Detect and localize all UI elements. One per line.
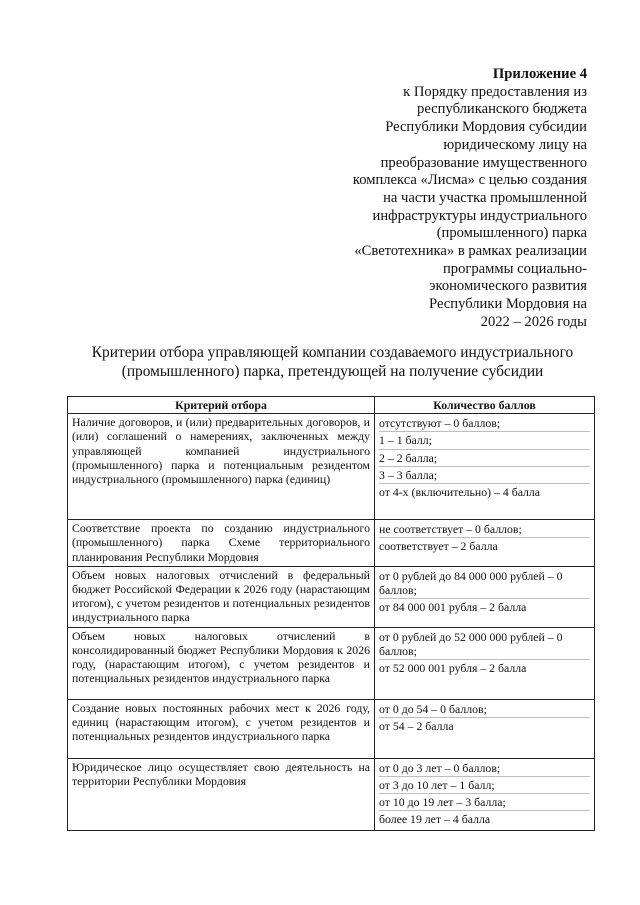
appendix-line: Республики Мордовия на: [429, 296, 587, 313]
score-line: от 10 до 19 лет – 3 балла;: [379, 794, 590, 811]
appendix-block: [287, 66, 587, 332]
score-cell: [375, 520, 595, 567]
appendix-line: преобразование имущественного: [380, 154, 587, 171]
score-line: от 84 000 001 рубля – 2 балла: [379, 600, 527, 615]
appendix-line: Республики Мордовия субсидии: [385, 119, 587, 136]
table-row: [68, 699, 595, 758]
appendix-line: 2022 – 2026 годы: [480, 313, 587, 330]
table-row: [68, 627, 595, 699]
score-line: 2 – 2 балла;: [379, 450, 590, 467]
criterion-cell: Объем новых налоговых отчислений в консолидированный бюджет Республики Мордовия к 2026 году, (нарастающим итогом), с учетом резидентов и потенциальных резидентов индустриального парка: [68, 627, 375, 699]
score-line: от 3 до 10 лет – 1 балл;: [379, 777, 590, 794]
score-line: от 54 – 2 балла: [379, 718, 454, 733]
score-line: более 19 лет – 4 балла: [379, 812, 491, 827]
appendix-title: Приложение 4: [492, 66, 587, 82]
heading-line: (промышленного) парка, претендующей на получение субсидии: [121, 363, 544, 380]
appendix-line: к Порядку предоставления из: [403, 83, 587, 100]
criterion-cell: Юридическое лицо осуществляет свою деятельность на территории Республики Мордовия: [68, 758, 375, 830]
criterion-cell: Наличие договоров, и (или) предварительных договоров, и (или) соглашений о намерениях, заключенных между управляющей компанией индустриального (промышленного) парка и потенциальным резидентом индустриального (промышленного) парка (единиц): [68, 414, 375, 520]
column-header-criterion: Критерий отбора: [68, 397, 375, 414]
table-row: [68, 566, 595, 627]
table-row: [68, 414, 595, 520]
appendix-line: юридическому лицу на: [443, 136, 587, 153]
column-header-score: Количество баллов: [375, 397, 595, 414]
criteria-table: [67, 396, 595, 831]
appendix-line: инфраструктуры индустриального: [372, 207, 587, 224]
score-cell: [375, 699, 595, 758]
score-line: соответствует – 2 балла: [379, 539, 498, 554]
score-cell: [375, 566, 595, 627]
score-line: от 4-х (включительно) – 4 балла: [379, 485, 541, 500]
score-line: 1 – 1 балл;: [379, 432, 590, 449]
score-line: не соответствует – 0 баллов;: [379, 521, 590, 538]
score-line: от 0 до 54 – 0 баллов;: [379, 701, 590, 718]
score-cell: [375, 627, 595, 699]
score-line: от 0 рублей до 84 000 000 рублей – 0 баллов;: [379, 568, 590, 599]
criterion-cell: Соответствие проекта по созданию индустриального (промышленного) парка Схеме территориального планирования Республики Мордовия: [68, 520, 375, 567]
criterion-cell: Создание новых постоянных рабочих мест к 2026 году, единиц (нарастающим итогом), с учетом резидентов и потенциальных резидентов индустриального парка: [68, 699, 375, 758]
appendix-line: (промышленного) парка: [436, 225, 587, 242]
score-line: 3 – 3 балла;: [379, 467, 590, 484]
appendix-line: экономического развития: [429, 278, 587, 295]
appendix-line: комплекса «Лисма» с целью создания: [352, 172, 587, 189]
appendix-line: республиканского бюджета: [417, 101, 587, 118]
score-line: отсутствуют – 0 баллов;: [379, 415, 590, 432]
document-heading: [60, 343, 605, 381]
score-line: от 0 до 3 лет – 0 баллов;: [379, 760, 590, 777]
table-row: [68, 758, 595, 830]
criterion-cell: Объем новых налоговых отчислений в федеральный бюджет Российской Федерации к 2026 году (нарастающим итогом), с учетом резидентов и потенциальных резидентов индустриального парка: [68, 566, 375, 627]
score-line: от 0 рублей до 52 000 000 рублей – 0 баллов;: [379, 629, 590, 660]
table-header-row: [68, 397, 595, 414]
table-row: [68, 520, 595, 567]
score-cell: [375, 414, 595, 520]
appendix-line: «Светотехника» в рамках реализации: [354, 243, 587, 260]
appendix-line: программы социально-: [443, 260, 587, 277]
score-cell: [375, 758, 595, 830]
score-line: от 52 000 001 рубля – 2 балла: [379, 661, 527, 676]
heading-line: Критерии отбора управляющей компании создаваемого индустриального: [91, 344, 574, 361]
appendix-line: на части участка промышленной: [383, 189, 587, 206]
